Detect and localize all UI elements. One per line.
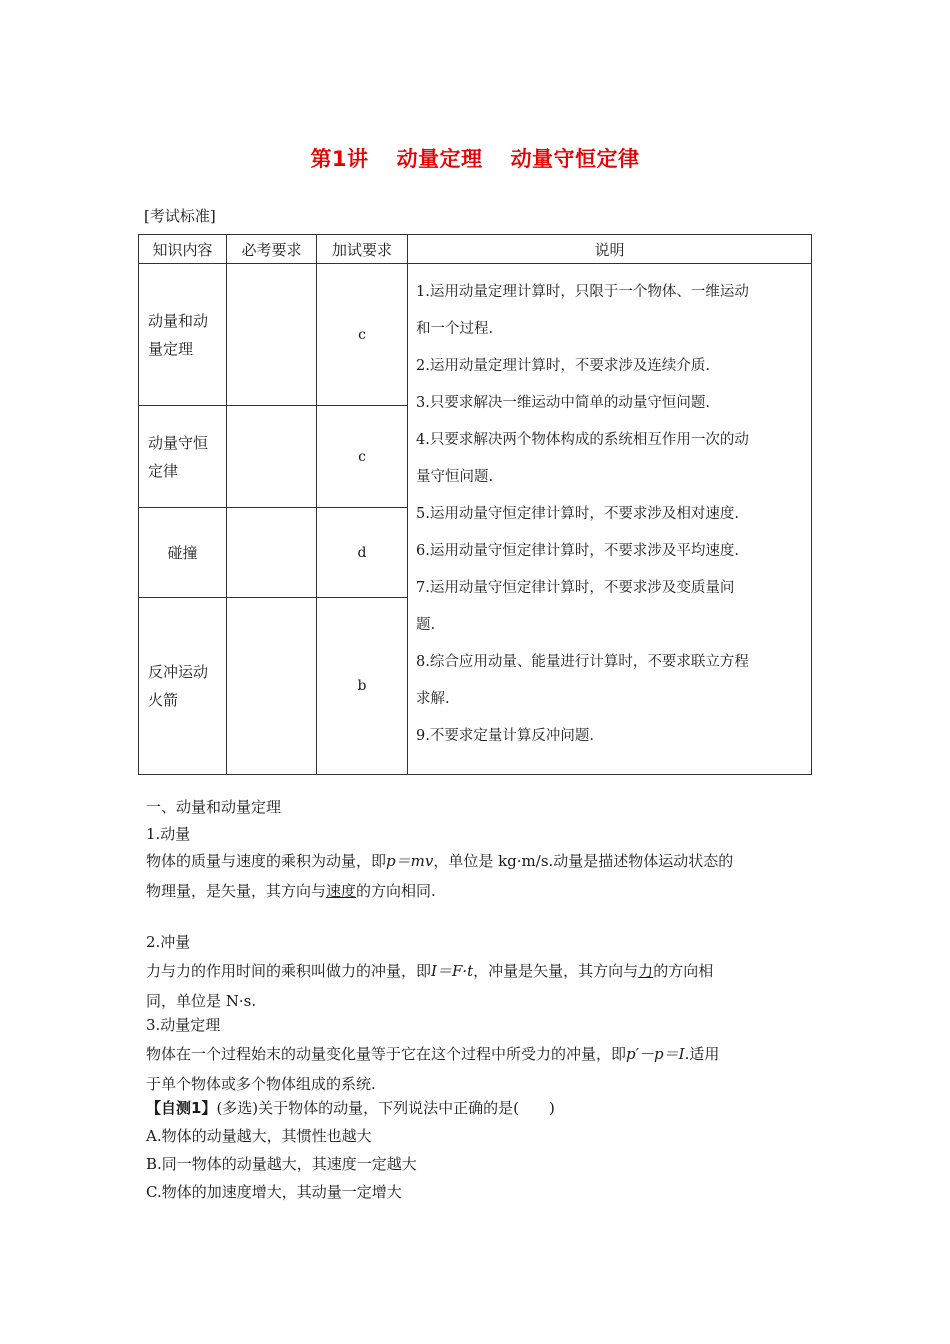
text: 同，单位是 N·s. bbox=[146, 992, 257, 1010]
theorem-formula: p′－p＝I bbox=[626, 1045, 685, 1063]
title-topic-2: 动量守恒定律 bbox=[510, 147, 640, 171]
header-knowledge: 知识内容 bbox=[139, 235, 227, 264]
topic-cell bbox=[139, 508, 227, 598]
topic-line: 碰撞 bbox=[167, 543, 198, 562]
note-line: 9.不要求定量计算反冲问题. bbox=[416, 728, 594, 744]
advanced-cell: d bbox=[317, 508, 408, 598]
text: 力与力的作用时间的乘积叫做力的冲量，即 bbox=[146, 962, 432, 980]
momentum-formula: p＝mv bbox=[386, 852, 434, 870]
required-cell bbox=[227, 406, 317, 508]
note-line: 4.只要求解决两个物体构成的系统相互作用一次的动 bbox=[416, 432, 749, 448]
note-line: 5.运用动量守恒定律计算时，不要求涉及相对速度. bbox=[416, 506, 739, 522]
momentum-paragraph bbox=[146, 846, 814, 906]
text: ，单位是 kg·m/s.动量是描述物体运动状态的 bbox=[433, 852, 734, 870]
topic-cell bbox=[139, 406, 227, 508]
topic-cell bbox=[139, 264, 227, 406]
note-line: 2.运用动量定理计算时，不要求涉及连续介质. bbox=[416, 358, 710, 374]
topic-line: 量定理 bbox=[148, 339, 194, 358]
required-cell bbox=[227, 598, 317, 775]
text: 的方向相 bbox=[653, 962, 714, 980]
self-test-label: 【自测1】 bbox=[146, 1099, 217, 1117]
required-cell bbox=[227, 264, 317, 406]
topic-line: 火箭 bbox=[148, 691, 179, 709]
header-required: 必考要求 bbox=[227, 235, 317, 264]
advanced-cell: c bbox=[317, 264, 408, 406]
page-title bbox=[0, 143, 950, 173]
self-test-question bbox=[146, 1095, 555, 1122]
topic-line: 定律 bbox=[148, 461, 179, 480]
momentum-heading: 1.动量 bbox=[146, 825, 191, 843]
option-c: C.物体的加速度增大，其动量一定增大 bbox=[146, 1183, 402, 1201]
text: 于单个物体或多个物体组成的系统. bbox=[146, 1075, 376, 1093]
theorem-heading: 3.动量定理 bbox=[146, 1016, 221, 1034]
text: ，冲量是矢量，其方向与 bbox=[473, 962, 639, 980]
standards-table bbox=[138, 234, 812, 775]
text: 物体的质量与速度的乘积为动量，即 bbox=[146, 852, 387, 870]
text: 物体在一个过程始末的动量变化量等于它在这个过程中所受力的冲量，即 bbox=[146, 1045, 627, 1063]
note-line: 和一个过程. bbox=[416, 321, 494, 337]
title-topic-1: 动量定理 bbox=[396, 147, 483, 171]
topic-cell bbox=[139, 598, 227, 775]
impulse-paragraph bbox=[146, 956, 814, 1016]
topic-line: 动量和动 bbox=[148, 311, 209, 330]
table-header-row bbox=[139, 235, 812, 264]
text: 的方向相同. bbox=[356, 882, 436, 900]
answer-blank: 力 bbox=[638, 962, 654, 980]
note-line: 求解. bbox=[416, 691, 450, 707]
lecture-number: 第1讲 bbox=[310, 147, 369, 171]
option-a: A.物体的动量越大，其惯性也越大 bbox=[146, 1127, 372, 1145]
text: 物理量，是矢量，其方向与 bbox=[146, 882, 327, 900]
notes-cell bbox=[408, 264, 812, 775]
required-cell bbox=[227, 508, 317, 598]
header-notes: 说明 bbox=[408, 235, 812, 264]
table-row bbox=[139, 264, 812, 406]
answer-blank: 速度 bbox=[326, 882, 357, 900]
note-line: 量守恒问题. bbox=[416, 469, 494, 485]
topic-line: 反冲运动 bbox=[148, 663, 209, 681]
section-heading: 一、动量和动量定理 bbox=[146, 798, 282, 816]
impulse-formula: I＝F·t bbox=[431, 962, 474, 980]
standards-label: [考试标准] bbox=[144, 207, 216, 225]
impulse-heading: 2.冲量 bbox=[146, 933, 191, 951]
note-line: 6.运用动量守恒定律计算时，不要求涉及平均速度. bbox=[416, 543, 739, 559]
option-b: B.同一物体的动量越大，其速度一定越大 bbox=[146, 1155, 417, 1173]
note-line: 3.只要求解决一维运动中简单的动量守恒问题. bbox=[416, 395, 710, 411]
text: .适用 bbox=[684, 1045, 720, 1063]
advanced-cell: c bbox=[317, 406, 408, 508]
note-line: 题. bbox=[416, 617, 436, 633]
note-line: 8.综合应用动量、能量进行计算时，不要求联立方程 bbox=[416, 654, 749, 670]
theorem-paragraph bbox=[146, 1039, 814, 1099]
advanced-cell: b bbox=[317, 598, 408, 775]
note-line: 7.运用动量守恒定律计算时，不要求涉及变质量问 bbox=[416, 580, 735, 596]
topic-line: 动量守恒 bbox=[148, 433, 209, 452]
note-line: 1.运用动量定理计算时，只限于一个物体、一维运动 bbox=[416, 284, 749, 300]
header-advanced: 加试要求 bbox=[317, 235, 408, 264]
question-text: (多选)关于物体的动量，下列说法中正确的是( ) bbox=[216, 1099, 555, 1117]
